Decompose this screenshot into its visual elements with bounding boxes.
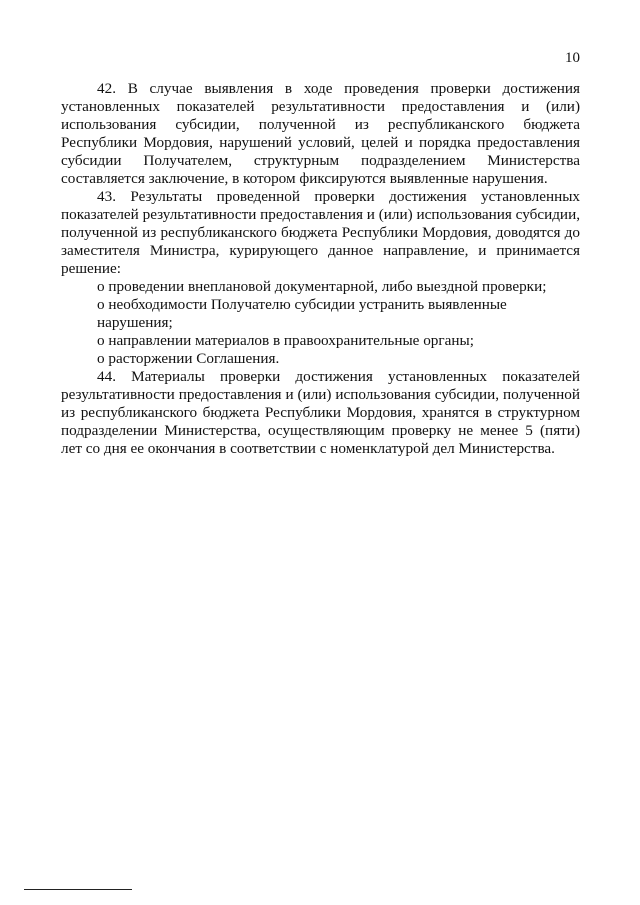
paragraph-43: 43. Результаты проведенной проверки достижения установленных показателей результативности предоставления и (или) использования субсидии, полученной из республиканского бюджета Республики Мордовия, доводятся до заместителя Министра, курирующего данное направление, и принимается решение: — [61, 188, 580, 277]
footer-divider — [24, 889, 132, 890]
paragraph-42: 42. В случае выявления в ходе проведения проверки достижения установленных показателей результативности предоставления и (или) использования субсидии, полученной из республиканского бюджета Республики Мордовия, нарушений условий, целей и порядка предоставления субсидии Получателем, структурным подразделением Министерства составляется заключение, в котором фиксируются выявленные нарушения. — [61, 80, 580, 187]
decision-option: о необходимости Получателю субсидии устранить выявленные нарушения; — [97, 296, 507, 331]
decision-option: о направлении материалов в правоохранительные органы; — [97, 332, 474, 349]
document-body — [61, 80, 580, 458]
decision-option: о расторжении Соглашения. — [97, 350, 280, 367]
paragraph-44: 44. Материалы проверки достижения установленных показателей результативности предоставления и (или) использования субсидии, полученной из республиканского бюджета Республики Мордовия, хранятся в структурном подразделении Министерства, осуществляющим проверку не менее 5 (пяти) лет со дня ее окончания в соответствии с номенклатурой дел Министерства. — [61, 368, 580, 457]
page-number: 10 — [565, 50, 580, 66]
decision-option: о проведении внеплановой документарной, либо выездной проверки; — [97, 278, 547, 295]
